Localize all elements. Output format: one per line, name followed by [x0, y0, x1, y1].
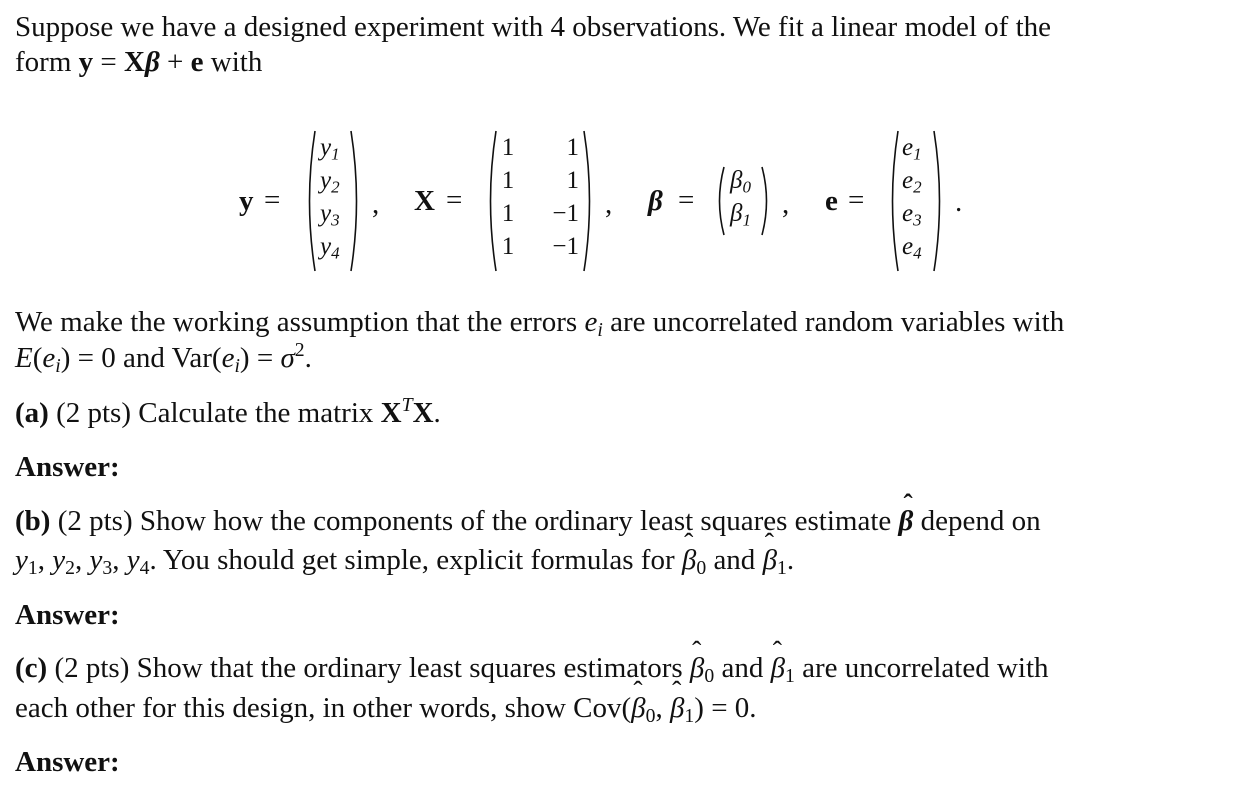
assumption-line-2: $E(e_i) = 0$ and $Var(e_i) = \sigma^2$. [15, 339, 312, 377]
e-vector [886, 127, 946, 275]
y-bold-symbol: y [78, 46, 94, 78]
part-a-question: (a) (2 pts) Calculate the matrix $X^TX$. [15, 394, 441, 429]
y-vector-entry: $y_2$ [320, 167, 340, 197]
y-vector-entry: $y_4$ [320, 233, 340, 263]
intro-line-2: form y = Xβ + e with [15, 46, 263, 78]
X-cell: 1 [501, 200, 515, 227]
beta-vector-entry: $\beta_1$ [730, 200, 751, 230]
beta-vector-entry: $\beta_0$ [730, 167, 751, 197]
X-matrix [484, 127, 596, 275]
X-cell: 1 [566, 167, 579, 194]
beta-vector [714, 164, 772, 238]
answer-a: Answer: [15, 451, 120, 483]
e-vector-entry: $e_2$ [902, 167, 922, 197]
beta-bold-symbol: β [144, 46, 160, 78]
X-cell: 1 [501, 134, 515, 161]
X-cell: 1 [501, 233, 515, 260]
part-b-question-line-1: (b) (2 pts) Show how the components of the ordinary least squares estimate ˆ β depend on [15, 504, 1041, 538]
e-vector-entry: $e_3$ [902, 200, 922, 230]
answer-b: Answer: [15, 599, 120, 631]
y-vector-entry: $y_1$ [320, 134, 340, 164]
X-cell: −1 [552, 200, 579, 227]
part-c-question-line-2: each other for this design, in other words, show Cov(ˆ $\beta_0$, ˆ $\beta_1) = 0$. [15, 691, 757, 725]
part-a-label: (a) [15, 397, 49, 429]
part-b-label: (b) [15, 505, 51, 537]
intro-line-1: Suppose we have a designed experiment with 4 observations. We fit a linear model of the [15, 11, 1052, 43]
X-label: X [414, 185, 435, 217]
y-vector [303, 127, 363, 275]
beta-label: β [648, 185, 663, 217]
beta-hat-bold: ˆ β [899, 504, 914, 538]
part-c-question-line-1: (c) (2 pts) Show that the ordinary least squares estimators ˆ $\beta_0$ and ˆ $\beta_1$ are uncorrelated with [15, 651, 1049, 685]
assumption-line-1: We make the working assumption that the errors $e_i$ are uncorrelated random variables with [15, 306, 1065, 341]
part-b-question-line-2: $y_1$, $y_2$, $y_3$, $y_4$. You should get simple, explicit formulas for ˆ $\beta_0$ and ˆ $\beta_1$. [15, 543, 794, 577]
X-cell: −1 [552, 233, 579, 260]
answer-c: Answer: [15, 746, 120, 778]
part-c-label: (c) [15, 652, 48, 684]
e-label: e [825, 185, 838, 217]
model-matrices-equation: y = $y_1$ $y_2$ $y_3$ $y_4$ , X = 1 1 1 1 1 −1 1 −1 , β = $\beta_0$ $\beta_1$ , e = $e_1$ $e_2$ $e_3$ $e_4$ . [0, 127, 1238, 275]
y-vector-entry: $y_3$ [320, 200, 340, 230]
X-cell: 1 [501, 167, 515, 194]
X-cell: 1 [566, 134, 579, 161]
e-vector-entry: $e_4$ [902, 233, 922, 263]
y-label: y [239, 185, 254, 217]
e-vector-entry: $e_1$ [902, 134, 922, 164]
